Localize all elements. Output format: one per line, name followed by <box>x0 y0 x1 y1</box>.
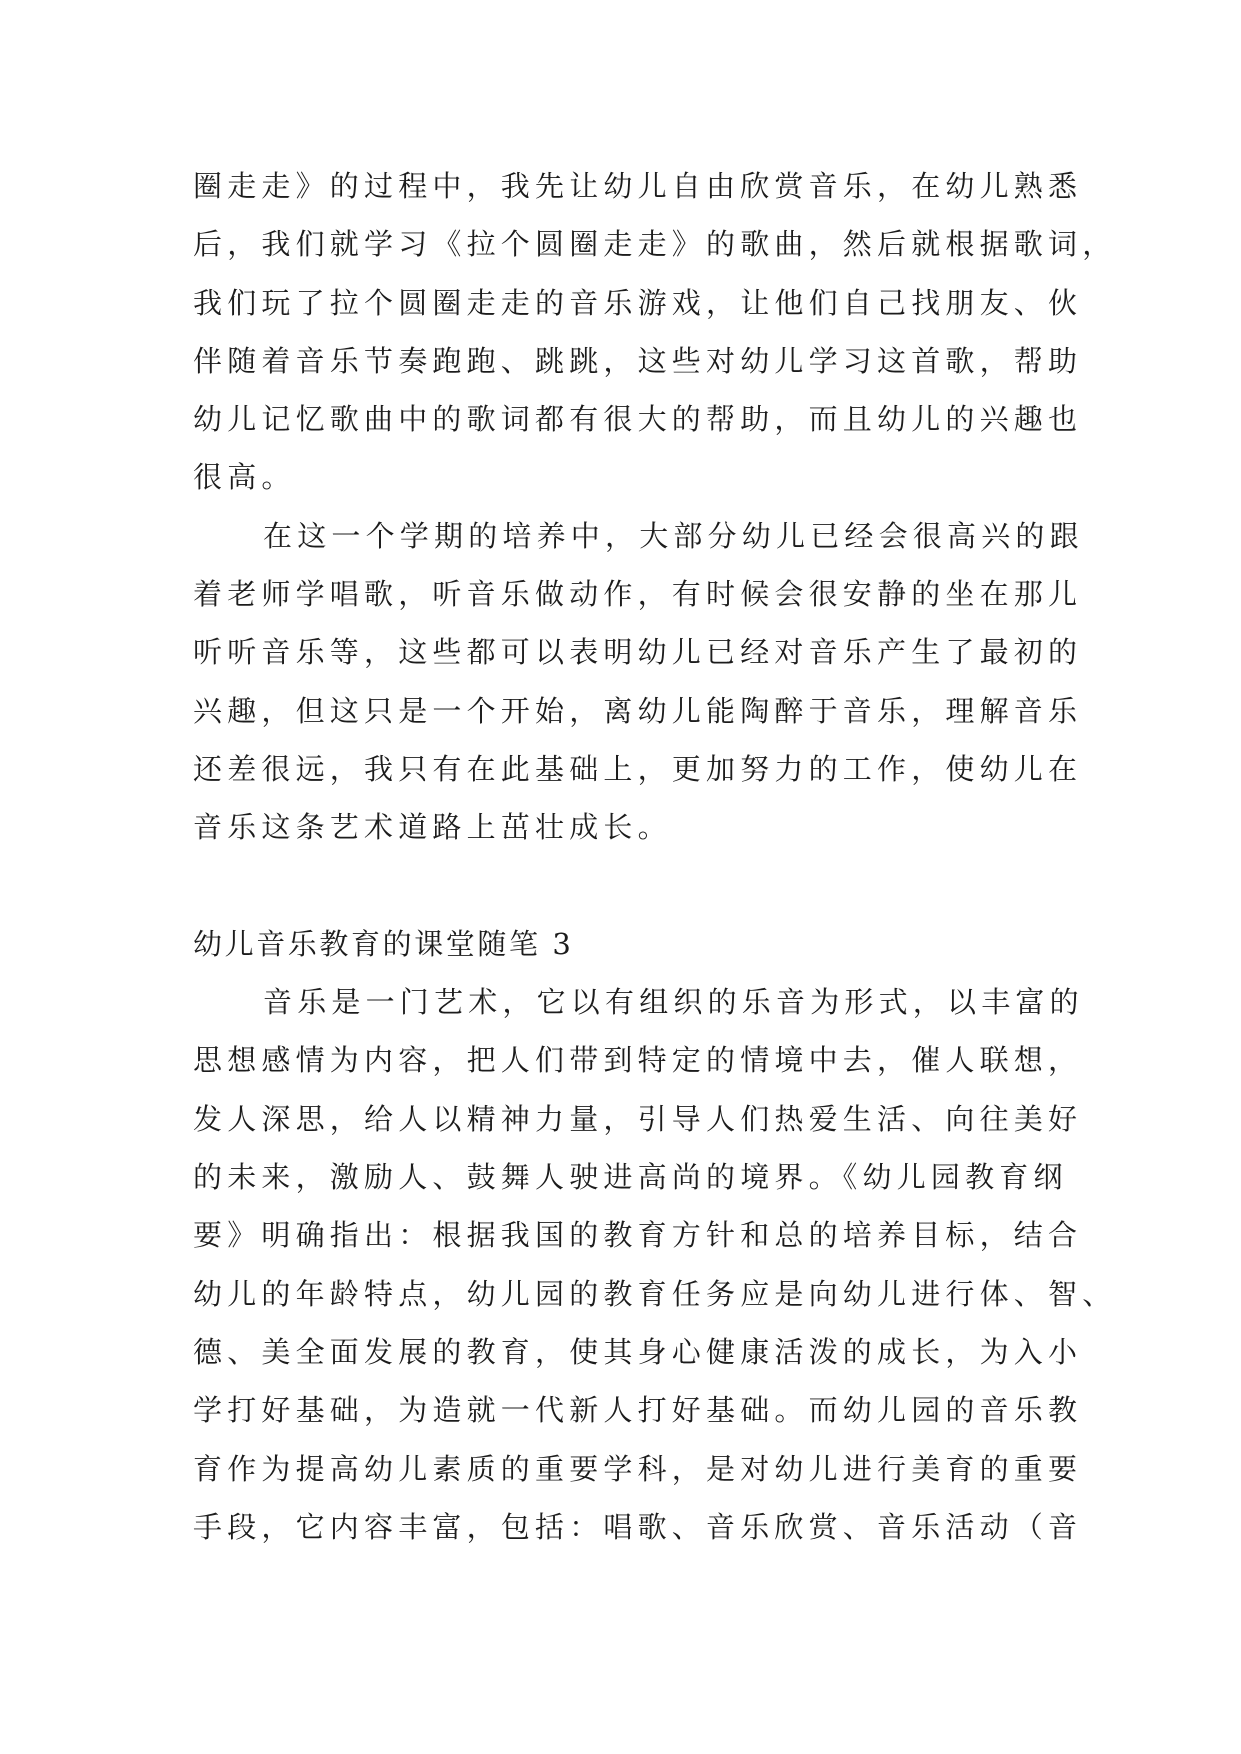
paragraph-2 <box>193 507 1084 857</box>
paragraph-line: 思想感情为内容，把人们带到特定的情境中去，催人联想， <box>193 1043 1083 1078</box>
paragraph-line: 在这一个学期的培养中，大部分幼儿已经会很高兴的跟 <box>263 518 1084 553</box>
paragraph-line: 我们玩了拉个圆圈走走的音乐游戏，让他们自己找朋友、伙 <box>193 285 1083 320</box>
paragraph-1 <box>193 157 1117 507</box>
document-body <box>193 157 1117 1556</box>
paragraph-line: 伴随着音乐节奏跑跑、跳跳，这些对幼儿学习这首歌，帮助 <box>193 343 1083 378</box>
paragraph-line: 幼儿的年龄特点，幼儿园的教育任务应是向幼儿进行体、智、 <box>193 1276 1117 1311</box>
paragraph-line: 要》明确指出：根据我国的教育方针和总的培养目标，结合 <box>193 1218 1083 1253</box>
paragraph-line: 听听音乐等，这些都可以表明幼儿已经对音乐产生了最初的 <box>193 635 1083 670</box>
section-title: 幼儿音乐教育的课堂随笔 3 <box>193 926 574 961</box>
paragraph-line: 后，我们就学习《拉个圆圈走走》的歌曲，然后就根据歌词， <box>193 227 1117 262</box>
section-spacer <box>193 857 1063 915</box>
paragraph-line: 圈走走》的过程中，我先让幼儿自由欣赏音乐，在幼儿熟悉 <box>193 169 1083 203</box>
paragraph-line: 着老师学唱歌，听音乐做动作，有时候会很安静的坐在那儿 <box>193 577 1083 612</box>
paragraph-line: 育作为提高幼儿素质的重要学科，是对幼儿进行美育的重要 <box>193 1451 1083 1486</box>
paragraph-line: 很高。 <box>193 460 296 495</box>
paragraph-line: 德、美全面发展的教育，使其身心健康活泼的成长，为入小 <box>193 1334 1083 1369</box>
paragraph-line: 音乐这条艺术道路上茁壮成长。 <box>193 810 672 845</box>
paragraph-line: 手段，它内容丰富，包括：唱歌、音乐欣赏、音乐活动（音 <box>193 1509 1083 1544</box>
paragraph-line: 学打好基础，为造就一代新人打好基础。而幼儿园的音乐教 <box>193 1393 1083 1428</box>
paragraph-3 <box>193 973 1117 1556</box>
paragraph-line: 还差很远，我只有在此基础上，更加努力的工作，使幼儿在 <box>193 751 1083 786</box>
paragraph-line: 幼儿记忆歌曲中的歌词都有很大的帮助，而且幼儿的兴趣也 <box>193 402 1083 437</box>
paragraph-line: 发人深思，给人以精神力量，引导人们热爱生活、向往美好 <box>193 1101 1083 1136</box>
paragraph-line: 音乐是一门艺术，它以有组织的乐音为形式，以丰富的 <box>263 985 1084 1020</box>
paragraph-line: 兴趣，但这只是一个开始，离幼儿能陶醉于音乐，理解音乐 <box>193 693 1083 728</box>
paragraph-line: 的未来，激励人、鼓舞人驶进高尚的境界。《幼儿园教育纲 <box>193 1160 1068 1195</box>
